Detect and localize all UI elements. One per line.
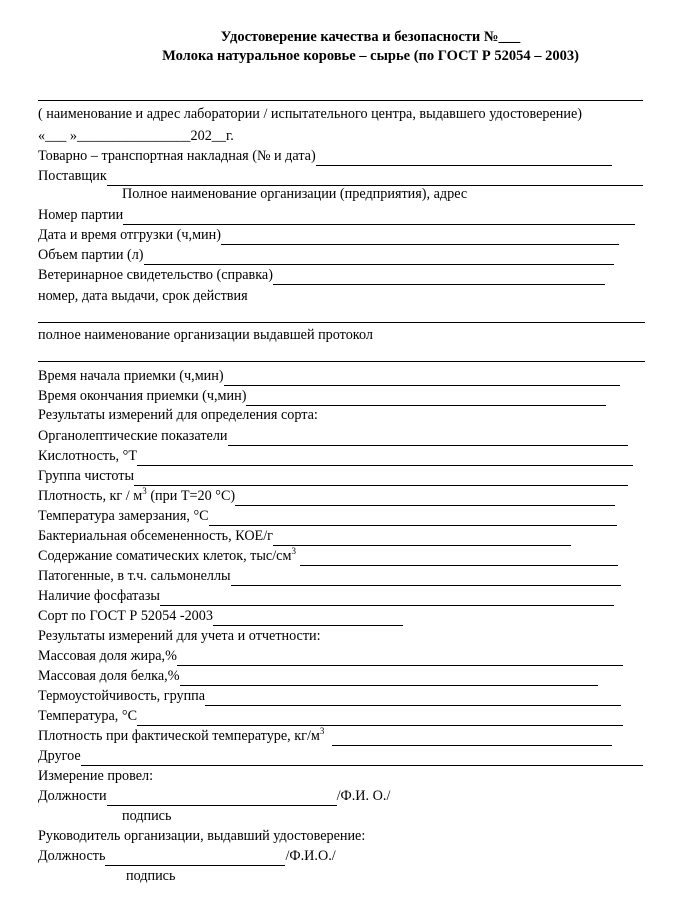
purity-group-field[interactable]: Группа чистоты: [38, 466, 628, 486]
position2-field[interactable]: Должность /Ф.И.О./: [38, 848, 336, 864]
thermostability-field[interactable]: Термоустойчивость, группа: [38, 686, 621, 706]
waybill-field[interactable]: Товарно – транспортная накладная (№ и дата): [38, 146, 612, 166]
vet-certificate-field[interactable]: Ветеринарное свидетельство (справка): [38, 265, 605, 285]
grade-gost-field[interactable]: Сорт по ГОСТ Р 52054 -2003: [38, 606, 403, 626]
fat-field[interactable]: Массовая доля жира,%: [38, 646, 623, 666]
somatic-cells-field[interactable]: Содержание соматических клеток, тыс/$см^3$: [38, 546, 618, 566]
certificate-title: Удостоверение качества и безопасности №___: [220, 29, 521, 45]
batch-number-field[interactable]: Номер партии: [38, 205, 635, 225]
other-field[interactable]: Другое: [38, 746, 643, 766]
bacterial-field[interactable]: Бактериальная обсемененность, КОЕ/г: [38, 526, 571, 546]
freezing-temp-field[interactable]: Температура замерзания, °С: [38, 506, 617, 526]
measured-by-heading: Измерение провел:: [38, 768, 154, 784]
phosphatase-field[interactable]: Наличие фосфатазы: [38, 586, 614, 606]
vet-details-blank[interactable]: [38, 322, 645, 323]
protein-field[interactable]: Массовая доля белка,%: [38, 666, 598, 686]
signature2-caption: подпись: [126, 868, 176, 884]
accept-end-field[interactable]: Время окончания приемки (ч,мин): [38, 386, 606, 406]
acidity-field[interactable]: Кислотность, °Т: [38, 446, 633, 466]
grade-results-heading: Результаты измерений для определения сорта:: [38, 407, 318, 423]
head-heading: Руководитель организации, выдавший удостоверение:: [38, 828, 366, 844]
organoleptic-field[interactable]: Органолептические показатели: [38, 426, 628, 446]
supplier-field[interactable]: Поставщик: [38, 166, 643, 186]
report-results-heading: Результаты измерений для учета и отчетности:: [38, 628, 321, 644]
density-actual-field[interactable]: Плотность при фактической температуре, $кг/м^3$: [38, 726, 612, 746]
protocol-org-caption: полное наименование организации выдавшей протокол: [38, 327, 373, 343]
accept-start-field[interactable]: Время начала приемки (ч,мин): [38, 366, 620, 386]
protocol-org-blank[interactable]: [38, 361, 645, 362]
lab-caption: ( наименование и адрес лаборатории / испытательного центра, выдавшего удостоверение): [38, 106, 582, 122]
pathogens-field[interactable]: Патогенные, в т.ч. сальмонеллы: [38, 566, 621, 586]
density-field[interactable]: Плотность, кг / $м^3$ (при Т=20 °С): [38, 486, 615, 506]
supplier-caption: Полное наименование организации (предприятия), адрес: [122, 186, 468, 202]
temperature-field[interactable]: Температура, °С: [38, 706, 623, 726]
position1-field[interactable]: Должности /Ф.И. О./: [38, 788, 391, 804]
date-line[interactable]: «___ »________________202__г.: [38, 128, 234, 144]
certificate-subtitle: Молока натуральное коровье – сырье (по ГОСТ Р 52054 – 2003): [162, 48, 579, 64]
batch-volume-field[interactable]: Объем партии (л): [38, 245, 614, 265]
shipment-datetime-field[interactable]: Дата и время отгрузки (ч,мин): [38, 225, 619, 245]
vet-details-caption: номер, дата выдачи, срок действия: [38, 288, 248, 304]
signature1-caption: подпись: [122, 808, 172, 824]
lab-name-field[interactable]: [38, 100, 643, 101]
